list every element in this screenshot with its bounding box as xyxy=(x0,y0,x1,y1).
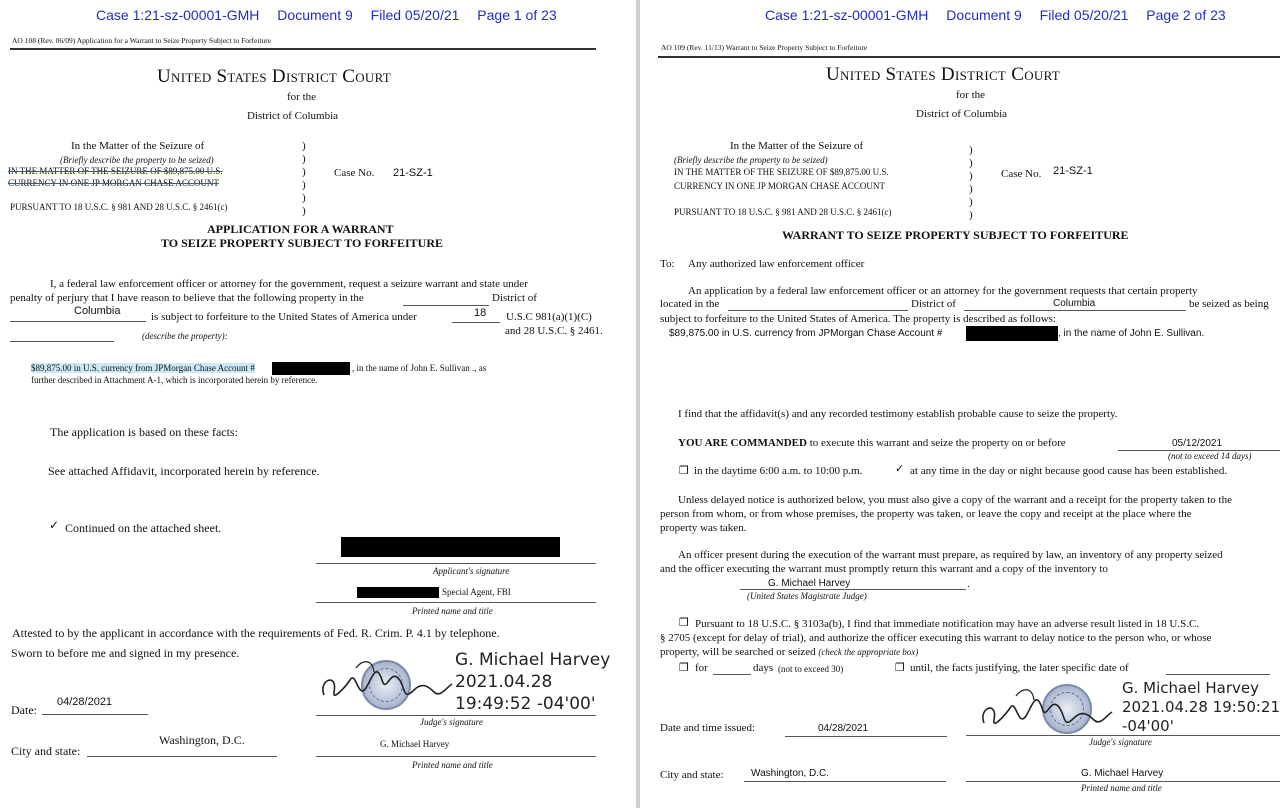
pursuant2-line-2: § 2705 (except for delay of trial), and authorize the officer executing this warrant to delay notice to the person who, or whose xyxy=(660,632,1212,644)
document-page-1 xyxy=(0,0,636,808)
unless-line-1: Unless delayed notice is authorized below, you must also give a copy of the warrant and a receipt for the property taken to the xyxy=(678,494,1232,506)
judge-signature-scrawl xyxy=(976,678,1116,738)
case-no-label: Case No. xyxy=(334,167,375,179)
property-owner: , in the name of John E. Sullivan ., as xyxy=(352,363,487,373)
property-description xyxy=(31,363,255,373)
matter-property-2: CURRENCY IN ONE JP MORGAN CHASE ACCOUNT xyxy=(674,181,885,191)
district-fill: Columbia xyxy=(1053,298,1096,309)
city-line xyxy=(87,756,277,757)
judge-printed-line xyxy=(316,756,596,757)
digital-sig-date: 2021.04.28 xyxy=(455,672,553,692)
pursuant-checkbox[interactable]: ❐ xyxy=(679,616,689,629)
applicant-sig-label: Applicant's signature xyxy=(433,566,510,576)
for-the: for the xyxy=(956,89,986,101)
describe-label: (describe the property): xyxy=(142,331,228,341)
header-case: Case 1:21-sz-00001-GMH xyxy=(765,7,929,23)
pursuant2-text: property, will be searched or seized xyxy=(660,646,816,658)
redaction-account xyxy=(272,362,350,375)
header-document: Document 9 xyxy=(277,7,353,23)
attested-line: Attested to by the applicant in accordance with the requirements of Fed. R. Crim. P. 4.1 by telephone. xyxy=(12,626,500,640)
affidavit-line: See attached Affidavit, incorporated herein by reference. xyxy=(48,464,320,478)
redaction-agent-name xyxy=(357,587,439,598)
city-label: City and state: xyxy=(11,744,81,758)
para-line-3: is subject to forfeiture to the United States of America under xyxy=(151,311,417,323)
caption-brackets: ) ) ) ) ) ) xyxy=(969,144,973,221)
deadline-date: 05/12/2021 xyxy=(1172,438,1223,449)
redaction-account xyxy=(966,326,1058,341)
for-days-checkbox[interactable]: ❐ xyxy=(679,661,689,674)
judge-printed-line xyxy=(966,781,1280,782)
app-line-2c: be seized as being xyxy=(1189,298,1269,310)
digital-sig-datetime: 2021.04.28 19:50:21 xyxy=(1122,698,1280,716)
city-line xyxy=(744,781,946,782)
property-attachment: further described in Attachment A-1, which is incorporated herein by reference. xyxy=(31,375,318,385)
para-line-2b: District of xyxy=(492,292,537,304)
commanded-bold: YOU ARE COMMANDED xyxy=(678,437,807,449)
pursuant2-line-1: Pursuant to 18 U.S.C. § 3103a(b), I find that immediate notification may have an adverse result listed in 18 U.S.C. xyxy=(695,618,1200,630)
city-value: Washington, D.C. xyxy=(751,768,829,779)
pursuant2-note: (check the appropriate box) xyxy=(818,647,919,657)
judge-printed-label: Printed name and title xyxy=(1081,783,1162,793)
matter-line: In the Matter of the Seizure of xyxy=(730,140,864,152)
property-owner: , in the name of John E. Sullivan. xyxy=(1058,328,1205,339)
for-label: for xyxy=(695,662,708,674)
case-no-value: 21-SZ-1 xyxy=(393,167,433,179)
judge-sig-line xyxy=(316,715,596,716)
judge-signature-scrawl xyxy=(316,650,456,710)
app-line-1: An application by a federal law enforcement officer or an attorney for the government requests that certain property xyxy=(688,285,1198,297)
header-rule xyxy=(658,56,1280,58)
matter-property-2: CURRENCY IN ONE JP MORGAN CHASE ACCOUNT xyxy=(8,178,219,188)
for-the: for the xyxy=(287,91,317,103)
magistrate-label: (United States Magistrate Judge) xyxy=(747,591,867,601)
to-label: To: xyxy=(660,258,675,270)
continued-label: Continued on the attached sheet. xyxy=(65,521,222,535)
based-on-facts: The application is based on these facts: xyxy=(50,425,238,439)
caption-brackets: ) ) ) ) ) ) xyxy=(302,140,306,217)
stamp-header xyxy=(96,7,571,23)
form-id: AO 108 (Rev. 06/09) Application for a Warrant to Seize Property Subject to Forfeiture xyxy=(12,36,272,45)
header-document: Document 9 xyxy=(946,7,1022,23)
digital-sig-tz: -04'00' xyxy=(1122,717,1174,735)
app-blank-1 xyxy=(728,310,908,311)
doc-title: WARRANT TO SEIZE PROPERTY SUBJECT TO FORFEITURE xyxy=(782,228,1129,242)
magistrate-period: . xyxy=(967,578,970,590)
judge-sig-label: Judge's signature xyxy=(1089,737,1152,747)
district-name: District of Columbia xyxy=(916,108,1008,120)
pursuant-line: PURSUANT TO 18 U.S.C. § 981 AND 28 U.S.C. § 2461(c) xyxy=(674,207,892,217)
form-id: AO 109 (Rev. 11/13) Warrant to Seize Property Subject to Forfeiture xyxy=(661,43,868,52)
property-text: $89,875.00 in U.S. currency from JPMorgan Chase Account # xyxy=(669,328,943,339)
commanded-rest: to execute this warrant and seize the property on or before xyxy=(809,437,1066,449)
describe-line xyxy=(10,341,114,342)
redaction-applicant-signature xyxy=(341,537,560,557)
app-line-2b: District of xyxy=(911,298,956,310)
header-case: Case 1:21-sz-00001-GMH xyxy=(96,7,260,23)
days-note: (not to exceed 30) xyxy=(778,664,844,674)
para-line-1: I, a federal law enforcement officer or attorney for the government, request a seizure warrant and state under xyxy=(50,278,528,290)
finding-line: I find that the affidavit(s) and any recorded testimony establish probable cause to seize the property. xyxy=(678,408,1118,420)
app-line-3: subject to forfeiture to the United States of America. The property is described as follows: xyxy=(660,313,1056,325)
digital-sig-time: 19:49:52 -04'00' xyxy=(455,694,596,714)
matter-property-1: IN THE MATTER OF THE SEIZURE OF $89,875.00 U.S. xyxy=(674,167,889,177)
district-blank xyxy=(403,305,489,306)
matter-instruction: (Briefly describe the property to be seized) xyxy=(60,155,214,165)
officer-line-2: and the officer executing the warrant must promptly return this warrant and a copy of the inventory to xyxy=(660,563,1108,575)
header-filed: Filed 05/20/21 xyxy=(1039,7,1129,23)
district-fill-line xyxy=(964,310,1186,311)
deadline-note: (not to exceed 14 days) xyxy=(1168,451,1252,461)
court-title: United States District Court xyxy=(157,66,391,87)
header-filed: Filed 05/20/21 xyxy=(370,7,460,23)
issued-value: 04/28/2021 xyxy=(818,723,869,734)
until-label: until, the facts justifying, the later specific date of xyxy=(910,662,1129,674)
para-line-3b: U.S.C 981(a)(1)(C) xyxy=(506,311,592,323)
case-no-value: 21-SZ-1 xyxy=(1053,165,1093,177)
app-line-2a: located in the xyxy=(660,298,720,310)
matter-line: In the Matter of the Seizure of xyxy=(71,140,205,152)
judge-sig-line xyxy=(966,735,1280,736)
pursuant2-line-3 xyxy=(660,646,918,658)
digital-sig-name: G. Michael Harvey xyxy=(1122,679,1259,697)
pursuant-line: PURSUANT TO 18 U.S.C. § 981 AND 28 U.S.C. § 2461(c) xyxy=(10,202,228,212)
until-blank xyxy=(1166,674,1270,675)
court-title: United States District Court xyxy=(826,64,1060,85)
unless-line-2: person from whom, or from whose premises, the property was taken, or leave the copy and receipt at the place where the xyxy=(660,508,1192,520)
daytime-label: in the daytime 6:00 a.m. to 10:00 p.m. xyxy=(694,465,863,477)
matter-property-1: IN THE MATTER OF THE SEIZURE OF $89,875.00 U.S. xyxy=(8,166,223,176)
document-page-2 xyxy=(640,0,1280,808)
doc-title-1: APPLICATION FOR A WARRANT xyxy=(207,222,394,236)
district-fill: Columbia xyxy=(74,305,121,317)
issued-line xyxy=(785,736,947,737)
magistrate-name: G. Michael Harvey xyxy=(768,578,851,589)
printed-name-label: Printed name and title xyxy=(412,606,493,616)
daytime-checkbox[interactable]: ❐ xyxy=(679,464,689,477)
commanded-line xyxy=(678,437,1066,449)
city-value: Washington, D.C. xyxy=(159,733,245,747)
district-fill-line xyxy=(10,321,146,322)
judge-printed-name: G. Michael Harvey xyxy=(380,739,450,749)
anytime-label: at any time in the day or night because good cause has been established. xyxy=(910,465,1228,477)
doc-title-2: TO SEIZE PROPERTY SUBJECT TO FORFEITURE xyxy=(161,236,443,250)
sworn-line: Sworn to before me and signed in my presence. xyxy=(11,646,240,660)
days-label: days xyxy=(753,662,774,674)
anytime-checkbox[interactable]: ✓ xyxy=(895,462,905,475)
until-checkbox[interactable]: ❐ xyxy=(895,661,905,674)
judge-printed-label: Printed name and title xyxy=(412,760,493,770)
header-page: Page 2 of 23 xyxy=(1146,7,1226,23)
district-name: District of Columbia xyxy=(247,110,339,122)
title-fill: 18 xyxy=(474,307,487,319)
judge-printed-name: G. Michael Harvey xyxy=(1081,768,1164,779)
case-no-label: Case No. xyxy=(1001,168,1042,180)
judge-sig-label: Judge's signature xyxy=(420,717,483,727)
para-line-4: and 28 U.S.C. § 2461. xyxy=(505,325,603,337)
city-label: City and state: xyxy=(660,769,724,781)
to-value: Any authorized law enforcement officer xyxy=(688,258,865,270)
printed-name-line xyxy=(316,602,596,603)
property-text: $89,875.00 in U.S. currency from JPMorgan Chase Account # xyxy=(31,363,255,373)
matter-instruction: (Briefly describe the property to be seized) xyxy=(674,155,828,165)
magistrate-line xyxy=(740,589,966,590)
applicant-sig-line xyxy=(316,563,596,564)
agent-title: Special Agent, FBI xyxy=(442,587,511,597)
date-label: Date: xyxy=(11,703,37,717)
days-blank xyxy=(713,674,751,675)
title-fill-line xyxy=(452,322,500,323)
issued-label: Date and time issued: xyxy=(660,722,756,734)
date-line xyxy=(42,714,148,715)
date-value: 04/28/2021 xyxy=(57,696,113,708)
header-page: Page 1 of 23 xyxy=(477,7,557,23)
header-rule xyxy=(10,48,596,50)
stamp-header xyxy=(765,7,1240,23)
digital-sig-name: G. Michael Harvey xyxy=(455,650,611,670)
unless-line-3: property was taken. xyxy=(660,522,747,534)
continued-checkbox[interactable]: ✓ xyxy=(49,518,60,532)
para-line-2: penalty of perjury that I have reason to believe that the following property in the xyxy=(10,292,364,304)
officer-line-1: An officer present during the execution of the warrant must prepare, as required by law, an inventory of any property seized xyxy=(678,549,1223,561)
